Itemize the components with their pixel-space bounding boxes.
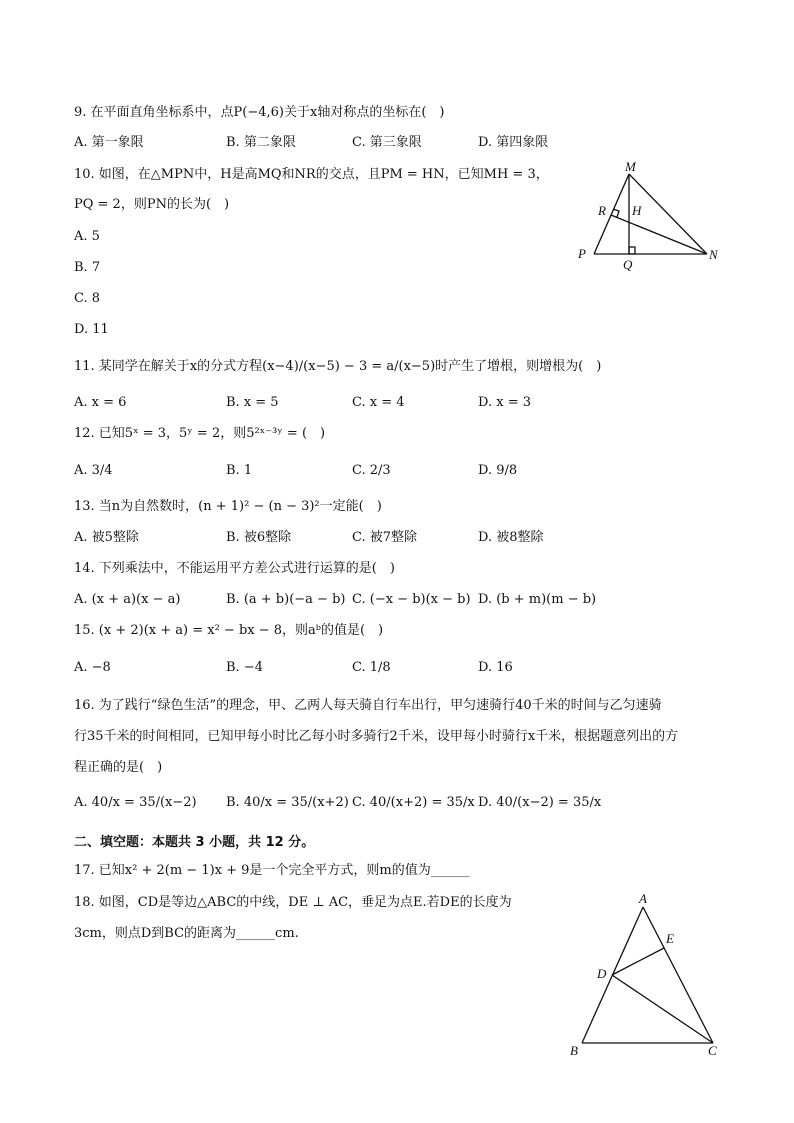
question-18-stem-line-2: 3cm，则点D到BC的距离为______cm. <box>74 926 299 941</box>
question-16-option-b[interactable]: B. 40/x = 35/(x+2) <box>226 795 349 810</box>
question-15-option-d[interactable]: D. 16 <box>478 660 513 675</box>
question-14-option-d[interactable]: D. (b + m)(m − b) <box>478 592 597 607</box>
figure-triangle-mpn <box>570 160 730 275</box>
label-a: A <box>639 891 647 906</box>
label-q: Q <box>623 257 633 272</box>
question-11-option-c[interactable]: C. x = 4 <box>352 395 405 410</box>
question-13-option-a[interactable]: A. 被5整除 <box>74 530 139 545</box>
question-9-option-c[interactable]: C. 第三象限 <box>352 135 422 150</box>
question-14-stem: 14. 下列乘法中，不能运用平方差公式进行运算的是( ) <box>74 561 395 576</box>
question-16-option-d[interactable]: D. 40/(x−2) = 35/x <box>478 795 602 810</box>
question-14-option-b[interactable]: B. (a + b)(−a − b) <box>226 592 346 607</box>
question-14-option-c[interactable]: C. (−x − b)(x − b) <box>352 592 471 607</box>
figure-triangle-abc <box>560 893 730 1058</box>
question-11-stem: 11. 某同学在解关于x的分式方程(x−4)/(x−5) − 3 = a/(x−5)时产生了增根，则增根为( ) <box>74 359 602 374</box>
question-9-stem: 9. 在平面直角坐标系中，点P(−4,6)关于x轴对称点的坐标在( ) <box>74 105 445 120</box>
label-p: P <box>578 246 586 261</box>
label-r: R <box>598 203 606 218</box>
question-10-option-d[interactable]: D. 11 <box>74 322 109 337</box>
question-10-option-c[interactable]: C. 8 <box>74 291 101 306</box>
question-15-stem: 15. (x + 2)(x + a) = x² − bx − 8，则aᵇ的值是( ) <box>74 623 384 638</box>
question-10-stem-line-1: 10. 如图，在△MPN中，H是高MQ和NR的交点，且PM = HN，已知MH = 3， <box>74 167 549 182</box>
question-10-option-a[interactable]: A. 5 <box>74 229 100 244</box>
question-15-option-b[interactable]: B. −4 <box>226 660 263 675</box>
question-13-option-d[interactable]: D. 被8整除 <box>478 530 544 545</box>
question-9-option-a[interactable]: A. 第一象限 <box>74 135 144 150</box>
question-15-option-a[interactable]: A. −8 <box>74 660 111 675</box>
question-16-stem-line-1: 16. 为了践行“绿色生活”的理念，甲、乙两人每天骑自行车出行，甲匀速骑行40千米的时间与乙匀速骑 <box>74 698 662 713</box>
question-13-stem: 13. 当n为自然数时，(n + 1)² − (n − 3)²一定能( ) <box>74 499 382 514</box>
question-16-option-c[interactable]: C. 40/(x+2) = 35/x <box>352 795 475 810</box>
section-title-fill-in: 二、填空题：本题共 3 小题，共 12 分。 <box>74 835 315 850</box>
question-9-option-d[interactable]: D. 第四象限 <box>478 135 549 150</box>
question-10-option-b[interactable]: B. 7 <box>74 260 101 275</box>
question-13-option-c[interactable]: C. 被7整除 <box>352 530 418 545</box>
label-h: H <box>632 203 642 218</box>
question-12-stem: 12. 已知5ˣ = 3，5ʸ = 2，则5²ˣ⁻³ʸ = ( ) <box>74 426 326 441</box>
question-18-stem-line-1: 18. 如图，CD是等边△ABC的中线，DE ⊥ AC，垂足为点E.若DE的长度为 <box>74 895 512 910</box>
label-n: N <box>709 247 718 262</box>
question-17-stem: 17. 已知x² + 2(m − 1)x + 9是一个完全平方式，则m的值为______ <box>74 863 470 878</box>
label-m: M <box>625 159 636 174</box>
question-15-option-c[interactable]: C. 1/8 <box>352 660 391 675</box>
question-11-option-a[interactable]: A. x = 6 <box>74 395 127 410</box>
label-c: C <box>708 1043 717 1058</box>
question-12-option-c[interactable]: C. 2/3 <box>352 463 391 478</box>
question-12-option-b[interactable]: B. 1 <box>226 463 253 478</box>
question-16-stem-line-3: 程正确的是( ) <box>74 760 163 775</box>
question-13-option-b[interactable]: B. 被6整除 <box>226 530 292 545</box>
question-14-option-a[interactable]: A. (x + a)(x − a) <box>74 592 181 607</box>
question-12-option-d[interactable]: D. 9/8 <box>478 463 518 478</box>
question-12-option-a[interactable]: A. 3/4 <box>74 463 113 478</box>
label-d: D <box>597 966 607 981</box>
question-10-stem-line-2: PQ = 2，则PN的长为( ) <box>74 197 230 212</box>
question-11-option-d[interactable]: D. x = 3 <box>478 395 531 410</box>
question-9-option-b[interactable]: B. 第二象限 <box>226 135 296 150</box>
question-11-option-b[interactable]: B. x = 5 <box>226 395 279 410</box>
question-16-option-a[interactable]: A. 40/x = 35/(x−2) <box>74 795 197 810</box>
label-b: B <box>570 1043 578 1058</box>
question-16-stem-line-2: 行35千米的时间相同，已知甲每小时比乙每小时多骑行2千米，设甲每小时骑行x千米，根据题意列出的方 <box>74 729 679 744</box>
label-e: E <box>666 931 674 946</box>
